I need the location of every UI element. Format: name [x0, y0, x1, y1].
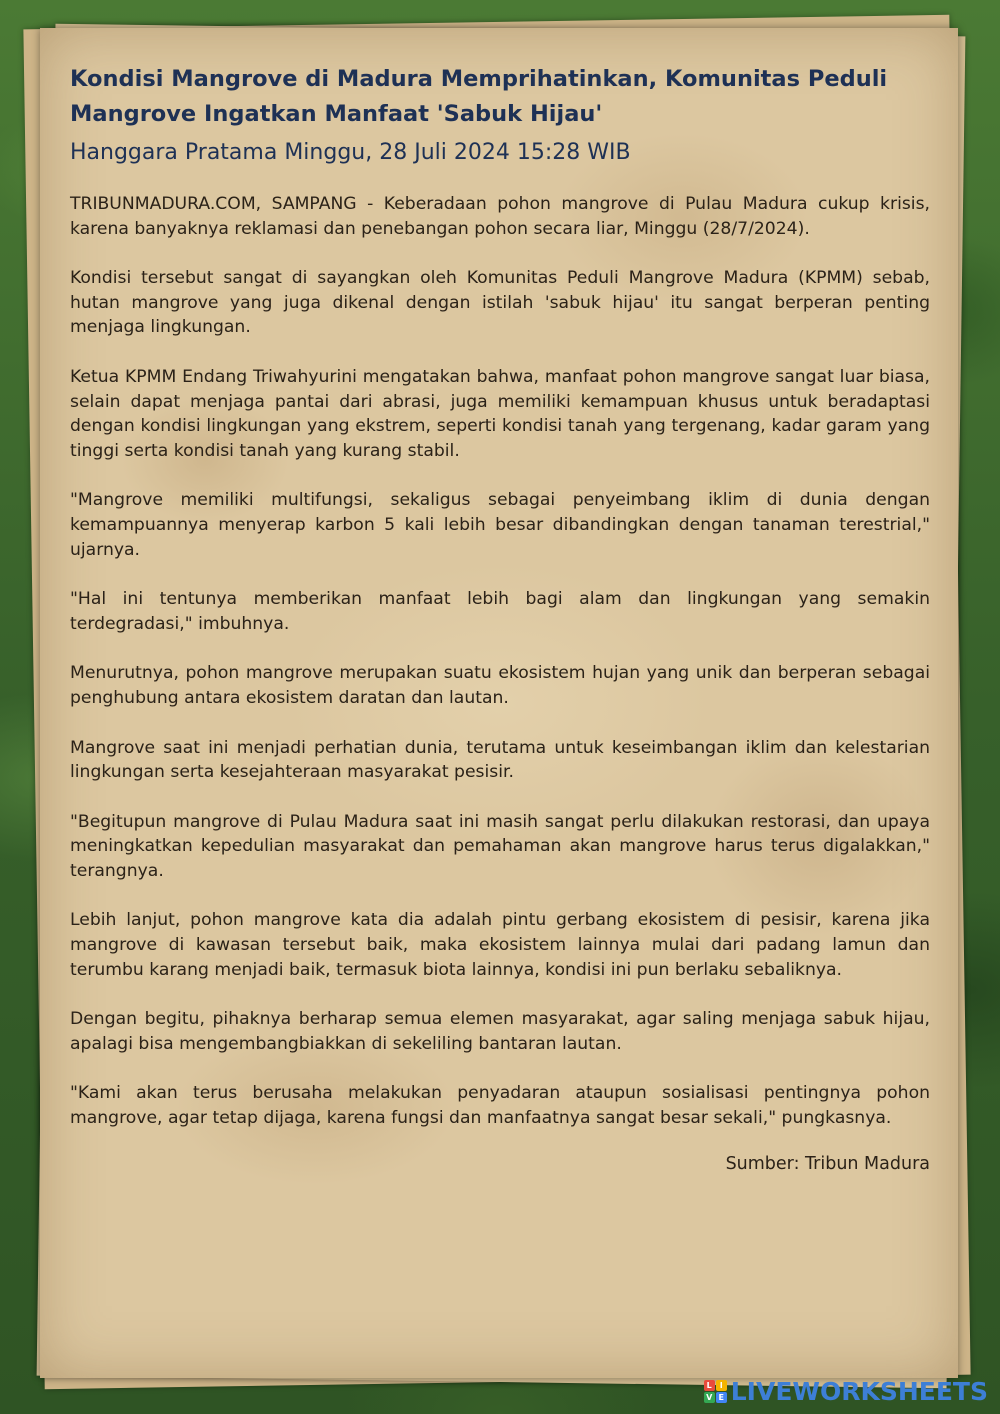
- paragraph: TRIBUNMADURA.COM, SAMPANG - Keberadaan pohon mangrove di Pulau Madura cukup krisis, karena banyaknya reklamasi dan penebangan pohon secara liar, Minggu (28/7/2024).: [70, 194, 930, 239]
- article-byline: Hanggara Pratama Minggu, 28 Juli 2024 15:28 WIB: [70, 140, 631, 165]
- paragraph: Dengan begitu, pihaknya berharap semua elemen masyarakat, agar saling menjaga sabuk hijau, apalagi bisa mengembangbiakkan di sekeliling bantaran lautan.: [70, 1009, 930, 1054]
- paragraph: Ketua KPMM Endang Triwahyurini mengatakan bahwa, manfaat pohon mangrove sangat luar biasa, selain dapat menjaga pantai dari abrasi, juga memiliki kemampuan khusus untuk beradaptasi dengan kondisi lingkungan yang ekstrem, seperti kondisi tanah yang tergenang, kadar garam yang tinggi serta kondisi tanah yang kurang stabil.: [70, 366, 930, 461]
- logo-letter: I: [716, 1380, 727, 1391]
- article-body: [70, 192, 930, 1131]
- paragraph: Kondisi tersebut sangat di sayangkan oleh Komunitas Peduli Mangrove Madura (KPMM) sebab, hutan mangrove yang juga dikenal dengan istilah 'sabuk hijau' itu sangat berperan penting menjaga lingkungan.: [70, 268, 930, 338]
- logo-letter: L: [704, 1380, 715, 1391]
- logo-letter: E: [716, 1392, 727, 1403]
- article: [70, 62, 930, 1174]
- paragraph: "Hal ini tentunya memberikan manfaat lebih bagi alam dan lingkungan yang semakin terdegradasi," imbuhnya.: [70, 589, 930, 634]
- liveworksheets-wordmark: LIVEWORKSHEETS: [730, 1377, 988, 1406]
- logo-letter: V: [704, 1392, 715, 1403]
- liveworksheets-brand[interactable]: [704, 1377, 988, 1406]
- paragraph: "Begitupun mangrove di Pulau Madura saat ini masih sangat perlu dilakukan restorasi, dan upaya meningkatkan kepedulian masyarakat dan pemahaman akan mangrove harus terus digalakkan," terangnya.: [70, 811, 930, 881]
- paragraph: "Mangrove memiliki multifungsi, sekaligus sebagai penyeimbang iklim di dunia dengan kemampuannya menyerap karbon 5 kali lebih besar dibandingkan dengan tanaman terestrial," ujarnya.: [70, 490, 930, 560]
- article-source: Sumber: Tribun Madura: [725, 1153, 930, 1174]
- liveworksheets-logo-icon: [704, 1380, 727, 1403]
- paragraph: Lebih lanjut, pohon mangrove kata dia adalah pintu gerbang ekosistem di pesisir, karena jika mangrove di kawasan tersebut baik, maka ekosistem lainnya mulai dari padang lamun dan terumbu karang menjadi baik, termasuk biota lainnya, kondisi ini pun berlaku sebaliknya.: [70, 910, 930, 980]
- paragraph: Menurutnya, pohon mangrove merupakan suatu ekosistem hujan yang unik dan berperan sebagai penghubung antara ekosistem daratan dan lautan.: [70, 663, 930, 708]
- paragraph: Mangrove saat ini menjadi perhatian dunia, terutama untuk keseimbangan iklim dan kelestarian lingkungan serta kesejahteraan masyarakat pesisir.: [70, 737, 930, 783]
- article-title: Kondisi Mangrove di Madura Memprihatinkan, Komunitas Peduli Mangrove Ingatkan Manfaat 'Sabuk Hijau': [70, 66, 888, 127]
- paragraph: "Kami akan terus berusaha melakukan penyadaran ataupun sosialisasi pentingnya pohon mangrove, agar tetap dijaga, karena fungsi dan manfaatnya sangat besar sekali," pungkasnya.: [70, 1083, 930, 1129]
